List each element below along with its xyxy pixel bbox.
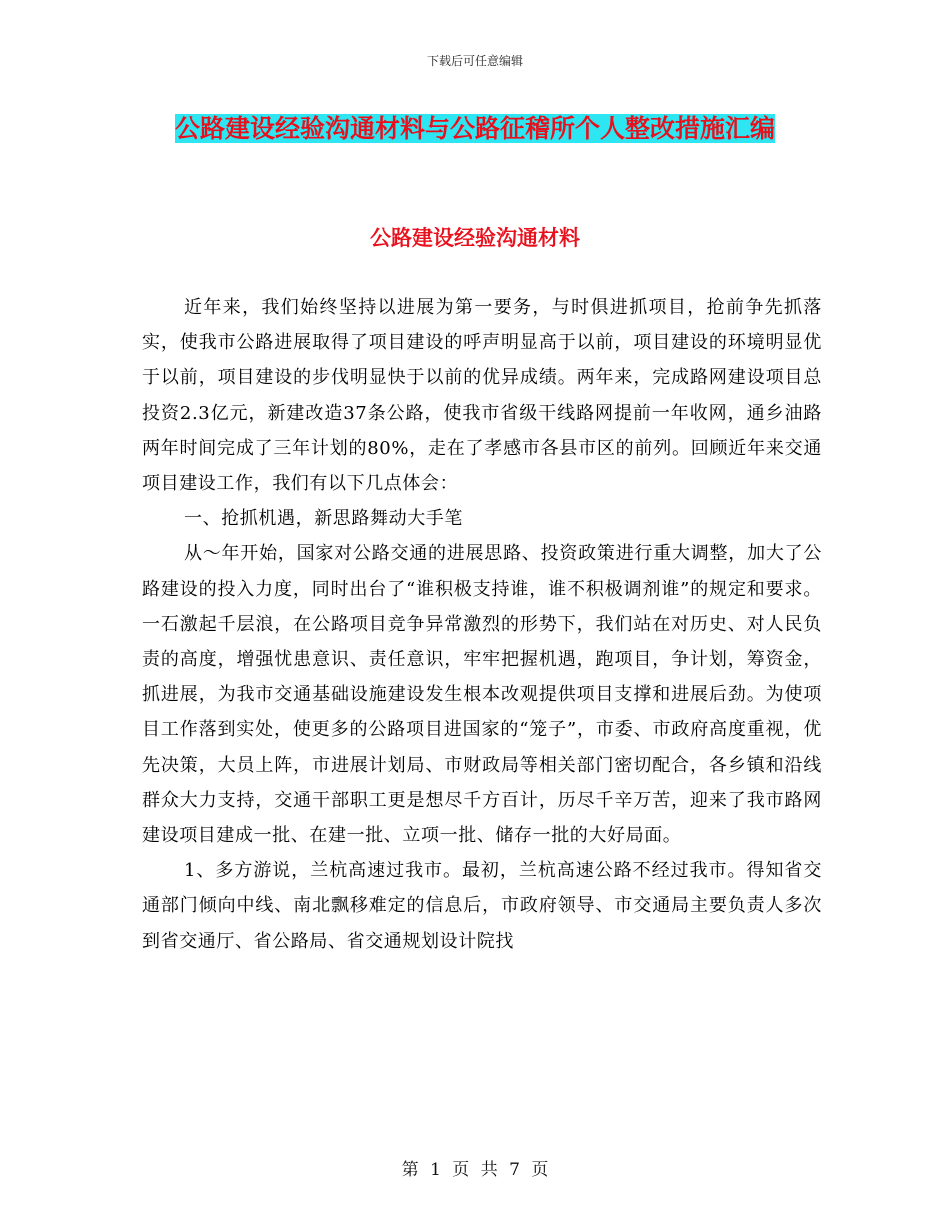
page-number: 第 1 页 共 7 页	[401, 1160, 549, 1180]
header-note: 下载后可任意编辑	[426, 54, 523, 68]
section-title: 公路建设经验沟通材料	[370, 226, 580, 250]
document-body	[142, 290, 822, 959]
paragraph-heading: 一、抢抓机遇，新思路舞动大手笔	[184, 508, 463, 530]
paragraph: 1、多方游说，兰杭高速过我市。最初，兰杭高速公路不经过我市。得知省交通部门倾向中线、南北飘移难定的信息后，市政府领导、市交通局主要负责人多次到省交通厅、省公路局、省交通规划设计院找	[142, 860, 822, 952]
document-title	[140, 108, 810, 150]
paragraph: 从～年开始，国家对公路交通的进展思路、投资政策进行重大调整，加大了公路建设的投入力度，同时出台了“谁积极支持谁，谁不积极调剂谁”的规定和要求。一石激起千层浪，在公路项目竞争异常激烈的形势下，我们站在对历史、对人民负责的高度，增强忧患意识、责任意识，牢牢把握机遇，跑项目，争计划，筹资金，抓进展，为我市交通基础设施建设发生根本改观提供项目支撑和进展后劲。为使项目工作落到实处，使更多的公路项目进国家的“笼子”，市委、市政府高度重视，优先决策，大员上阵，市进展计划局、市财政局等相关部门密切配合，各乡镇和沿线群众大力支持，交通干部职工更是想尽千方百计，历尽千辛万苦，迎来了我市路网建设项目建成一批、在建一批、立项一批、储存一批的大好局面。	[142, 543, 822, 847]
document-title-text: 公路建设经验沟通材料与公路征稽所个人整改措施汇编	[174, 114, 775, 143]
paragraph: 近年来，我们始终坚持以进展为第一要务，与时俱进抓项目，抢前争先抓落实，使我市公路进展取得了项目建设的呼声明显高于以前，项目建设的环境明显优于以前，项目建设的步伐明显快于以前的优异成绩。两年来，完成路网建设项目总投资2.3亿元，新建改造37条公路，使我市省级干线路网提前一年收网，通乡油路两年时间完成了三年计划的80%，走在了孝感市各县市区的前列。回顾近年来交通项目建设工作，我们有以下几点体会：	[142, 297, 822, 495]
